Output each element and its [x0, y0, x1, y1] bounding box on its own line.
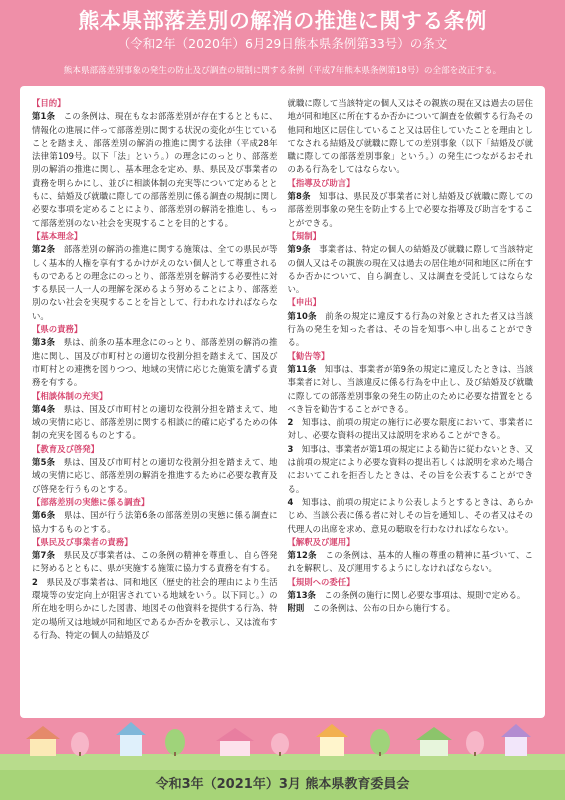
article-text: この条例の施行に関し必要な事項は、規則で定める。: [315, 589, 526, 600]
article-number: 第10条: [287, 310, 317, 321]
article-number: 第11条: [287, 363, 317, 374]
article-number: 4: [287, 496, 294, 507]
article-paragraph: [288, 97, 534, 177]
document-title: 熊本県部落差別の解消の推進に関する条例: [78, 9, 487, 33]
article-paragraph: [32, 509, 278, 536]
article-heading: 【相談体制の充実】: [32, 390, 108, 401]
article-heading: 【規則への委任】: [287, 576, 355, 587]
article-paragraph: [288, 549, 534, 576]
article-text: この条例は、現在もなお部落差別が存在するとともに、情報化の進展に伴って部落差別に関する状況の変化が生じていることを踏まえ、部落差別の解消の推進に関する法律（平成28年法律第109号。以下「法」という。）の理念にのっとり、部落差別の解消の推進に関し、基本理念を定め、県、県民及び事業者の責務を明らかにし、並びに相談体制の充実等について定めるとともに、結婚及び就職に際しての部落差別に係る調査の規制に関し必要な事項を定めることにより、部落差別の解消を推進し、もって部落差別のない社会を実現することを目的とする。: [32, 111, 278, 228]
article-number: 第8条: [287, 191, 311, 202]
article-heading: 【部落差別の実態に係る調査】: [32, 496, 150, 507]
article-paragraph: [288, 243, 534, 296]
town-illustration: [0, 712, 565, 770]
article-number: 第12条: [287, 550, 317, 561]
article-paragraph: [288, 310, 534, 350]
article-text: 事業者は、特定の個人の結婚及び就職に際して当該特定の個人又はその親族の現在又は過去の居住地が同和地区に所在するか否かについて、自ら調査し、又は調査を受託してはならない。: [287, 244, 534, 295]
left-column: [32, 97, 278, 710]
article-paragraph: [288, 363, 534, 416]
article-paragraph: [32, 110, 278, 230]
article-number: 第3条: [32, 337, 56, 348]
article-number: 第4条: [32, 403, 56, 414]
article-paragraph: [32, 576, 278, 642]
article-heading: 【解釈及び運用】: [287, 536, 355, 547]
article-text: 知事は、県民及び事業者に対し結婚及び就職に際しての部落差別事象の発生を防止する上で必要な指導及び助言をすることができる。: [287, 191, 534, 228]
article-number: 第13条: [287, 589, 316, 600]
article-heading: 【県の責務】: [32, 324, 83, 335]
article-heading: 【教育及び啓発】: [32, 443, 99, 454]
article-text: この条例は、公布の日から施行する。: [304, 603, 455, 614]
footer-publisher: 令和3年（2021年）3月 熊本県教育委員会: [0, 770, 565, 800]
page-header: [0, 0, 565, 62]
article-number: 第2条: [32, 244, 56, 255]
article-number: 第5条: [32, 457, 56, 468]
article-text: この条例は、基本的人権の尊重の精神に基づいて、これを解釈し、及び運用するようにしなければならない。: [287, 550, 533, 574]
article-text: 就職に際して当該特定の個人又はその親族の現在又は過去の居住地が同和地区に所在するか否かについて調査を依頼する行為その他同和地区に居住していること又は居住していたことを理由としてなされる結婚及び就職に際しての差別事象（以下「結婚及び就職に際しての部落差別事象」という。）の発生につながるおそれのある行為をしてはならない。: [287, 98, 533, 175]
article-paragraph: [32, 336, 278, 389]
article-text: 県は、国及び市町村との適切な役割分担を踏まえて、地域の実情に応じ、部落差別に関する相談に的確に応ずるための体制の充実を図るものとする。: [32, 403, 278, 441]
article-heading: 【勧告等】: [287, 350, 330, 361]
article-text: 前条の規定に違反する行為の対象とされた者又は当該行為の発生を知った者は、その旨を知事へ申し出ることができる。: [287, 310, 533, 348]
article-number: 2: [287, 417, 294, 428]
article-number: 3: [287, 443, 294, 454]
article-paragraph: [32, 243, 278, 323]
article-paragraph: [288, 496, 534, 536]
article-heading: 【県民及び事業者の責務】: [32, 536, 133, 547]
article-number: 2: [32, 576, 38, 587]
right-column: [288, 97, 534, 710]
article-paragraph: [288, 589, 534, 602]
amendment-note: 熊本県部落差別事象の発生の防止及び調査の規制に関する条例（平成7年熊本県条例第18号）の全部を改正する。: [63, 66, 502, 76]
article-number: 第7条: [32, 550, 56, 561]
article-paragraph: [32, 403, 278, 443]
article-heading: 【目的】: [32, 98, 66, 108]
article-number: 第9条: [287, 244, 311, 255]
article-text: 知事は、事業者が第9条の規定に違反したときは、当該事業者に対し、当該違反に係る行為を中止し、及び結婚及び就職に際しての部落差別事象の発生の防止のために必要な措置をとるべき旨を勧告することができる。: [287, 363, 534, 414]
ordinance-text-panel: [20, 86, 545, 718]
article-text: 県民及び事業者は、同和地区（歴史的社会的理由により生活環境等の安定向上が阻害されている地域をいう。以下同じ。）の所在地を明らかにした図書、地図その他資料を提供する行為、特定の場所又は地域が同和地区であるか否かを教示し、又は流布する行為、特定の個人の結婚及び: [32, 576, 278, 640]
article-paragraph: [288, 602, 534, 615]
article-number: 第6条: [32, 510, 56, 521]
article-text: 知事は、前項の規定により公表しようとするときは、あらかじめ、当該公表に係る者に対しその旨を通知し、その者又はその代理人の出席を求め、意見の聴取を行わなければならない。: [287, 496, 533, 534]
article-number: 第1条: [32, 111, 56, 122]
article-paragraph: [288, 416, 534, 443]
article-heading: 【基本理念】: [32, 230, 83, 241]
article-text: 知事は、前項の規定の施行に必要な限度において、事業者に対し、必要な資料の提出又は説明を求めることができる。: [287, 417, 533, 441]
article-heading: 【規制】: [287, 230, 321, 241]
article-paragraph: [288, 443, 534, 496]
article-paragraph: [32, 549, 278, 576]
article-text: 県は、国及び市町村との適切な役割分担を踏まえて、地域の実情に応じ、部落差別の解消を推進するために必要な教育及び啓発を行うものとする。: [32, 457, 278, 494]
article-number: 附則: [287, 603, 305, 614]
article-text: 県は、前条の基本理念にのっとり、部落差別の解消の推進に関し、国及び市町村との適切な役割分担を踏まえて、国及び市町村との連携を図りつつ、地域の実情に応じた施策を講ずる責務を有する。: [32, 337, 278, 388]
article-paragraph: [32, 456, 278, 496]
article-heading: 【申出】: [287, 297, 321, 308]
article-text: 県は、国が行う法第6条の部落差別の実態に係る調査に協力するものとする。: [32, 510, 278, 534]
article-text: 県民及び事業者は、この条例の精神を尊重し、自ら啓発に努めるとともに、県が実施する施策に協力する責務を有する。: [32, 550, 278, 574]
article-paragraph: [288, 190, 534, 230]
article-text: 知事は、事業者が第1項の規定による勧告に従わないとき、又は前項の規定により必要な資料の提出若しくは説明を求めた場合においてこれを拒否したときは、その旨を公表することができる。: [287, 443, 533, 494]
town-illustration-graphic: [0, 712, 565, 770]
article-text: 部落差別の解消の推進に関する施策は、全ての県民が等しく基本的人権を享有するかけがえのない個人として尊重されるものであるとの理念にのっとり、部落差別を解消する必要性に対する県民一人一人の理解を深めるよう努めることにより、部落差別のない社会を実現することを旨として、行われなければならない。: [32, 244, 278, 321]
document-subtitle: （令和2年（2020年）6月29日熊本県条例第33号）の条文: [117, 36, 448, 51]
article-heading: 【指導及び助言】: [287, 177, 355, 188]
